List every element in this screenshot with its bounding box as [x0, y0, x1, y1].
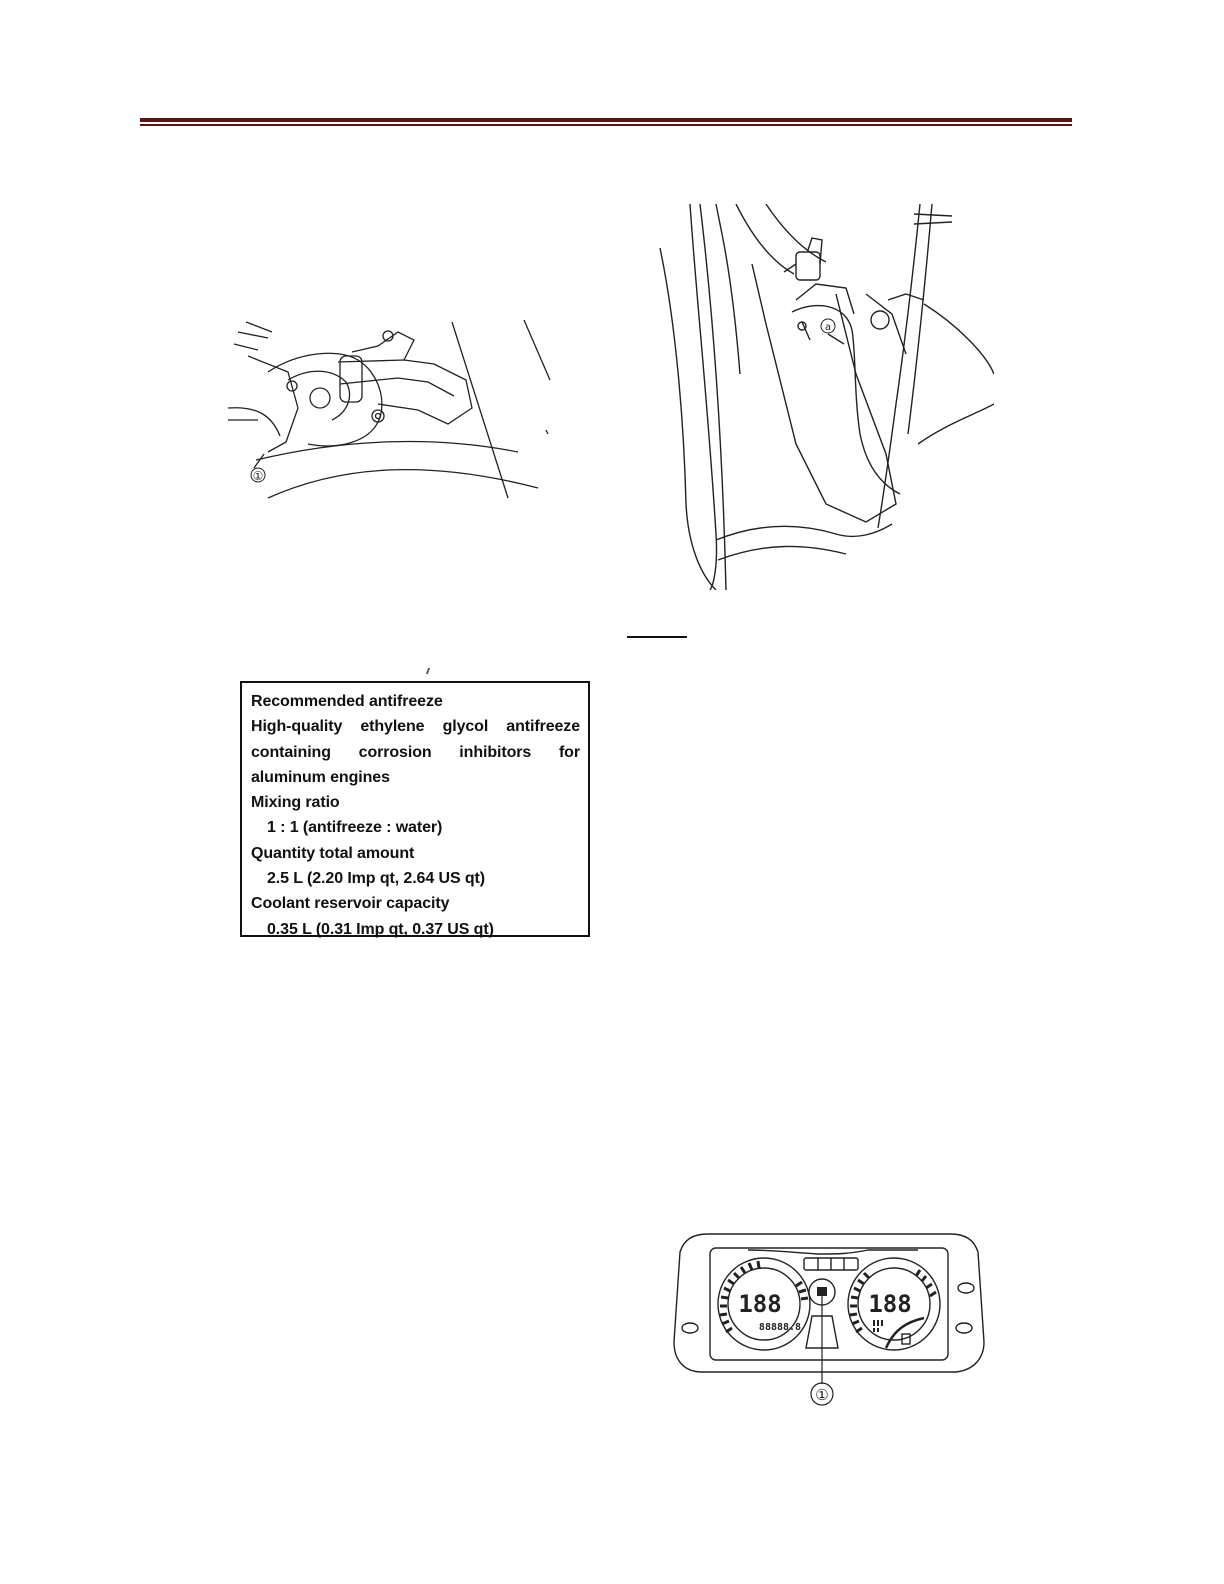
spec-antifreeze-line-1: High-quality ethylene glycol antifreeze: [251, 718, 580, 736]
spec-heading-mixing: Mixing ratio: [251, 794, 340, 812]
pump-callout-label: ①: [252, 469, 264, 483]
spec-quantity-value: 2.5 L (2.20 Imp qt, 2.64 US qt): [267, 870, 486, 888]
coolant-reservoir-illustration: [656, 204, 994, 590]
spec-antifreeze-line-2: containing corrosion inhibitors for: [251, 743, 580, 761]
spec-mixing-value: 1 : 1 (antifreeze : water): [267, 819, 443, 837]
header-rule-thick: [140, 118, 1072, 122]
right-gauge-digits: 188: [868, 1290, 912, 1318]
header-rule: [140, 118, 1072, 128]
header-rule-thin: [140, 124, 1072, 126]
spec-antifreeze-line-3: aluminum engines: [251, 768, 390, 786]
water-pump-illustration: [228, 312, 558, 502]
meter-cluster-illustration: [668, 1230, 990, 1408]
reservoir-callout-label: a: [824, 322, 832, 333]
section-underline: [627, 636, 687, 638]
spec-heading-quantity: Quantity total amount: [251, 844, 415, 862]
meter-callout-label: ①: [815, 1386, 829, 1404]
left-gauge-digits: 188: [738, 1290, 782, 1318]
spec-heading-antifreeze: Recommended antifreeze: [251, 693, 443, 710]
coolant-spec-box: [240, 681, 590, 937]
stray-mark: [426, 668, 430, 674]
spec-reservoir-value: 0.35 L (0.31 Imp qt, 0.37 US qt): [267, 920, 494, 938]
odometer-digits: 88888.8: [758, 1322, 802, 1333]
spec-heading-reservoir: Coolant reservoir capacity: [251, 895, 450, 913]
